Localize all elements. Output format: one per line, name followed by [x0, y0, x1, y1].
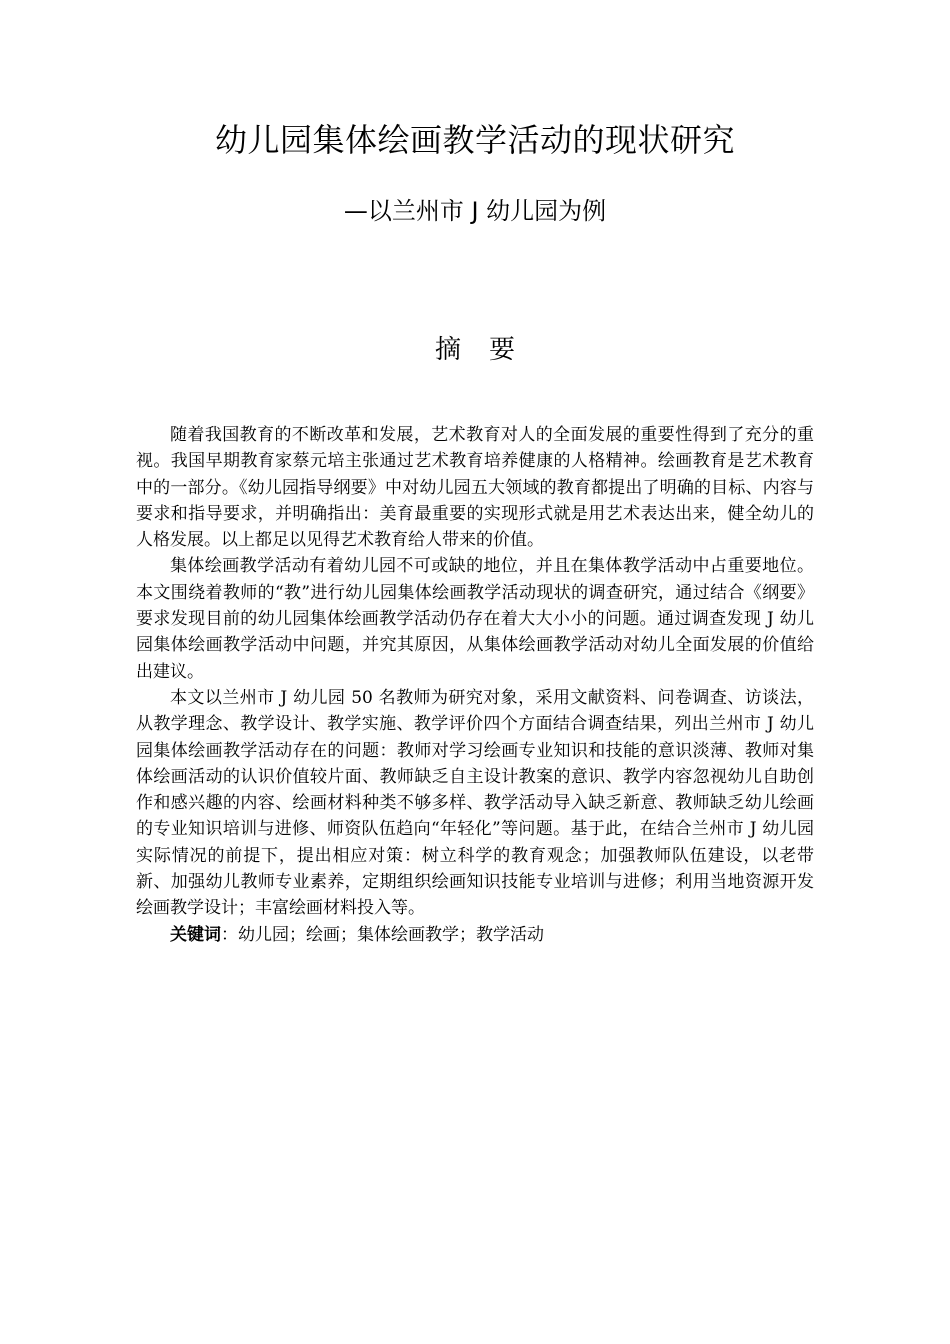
abstract-paragraph-1: 随着我国教育的不断改革和发展，艺术教育对人的全面发展的重要性得到了充分的重视。我国早期教育家蔡元培主张通过艺术教育培养健康的人格精神。绘画教育是艺术教育中的一部分。《幼儿园指导纲要》中对幼儿园五大领域的教育都提出了明确的目标、内容与要求和指导要求，并明确指出：美育最重要的实现形式就是用艺术表达出来，健全幼儿的人格发展。以上都足以见得艺术教育给人带来的价值。	[136, 425, 814, 551]
abstract-heading: 摘要	[434, 335, 543, 365]
keywords-separator: ：	[221, 924, 238, 945]
abstract-paragraph-3: 本文以兰州市 J 幼儿园 50 名教师为研究对象，采用文献资料、问卷调查、访谈法，从教学理念、教学设计、教学实施、教学评价四个方面结合调查结果，列出兰州市 J 幼儿园集体绘画教学活动存在的问题：教师对学习绘画专业知识和技能的意识淡薄、教师对集体绘画活动的认识价值较片面、教师缺乏自主设计教案的意识、教学内容忽视幼儿自助创作和感兴趣的内容、绘画材料种类不够多样、教学活动导入缺乏新意、教师缺乏幼儿绘画的专业知识培训与进修、师资队伍趋向“年轻化”等问题。基于此，在结合兰州市 J 幼儿园实际情况的前提下，提出相应对策：树立科学的教育观念；加强教师队伍建设，以老带新、加强幼儿教师专业素养，定期组织绘画知识技能专业培训与进修；利用当地资源开发绘画教学设计；丰富绘画材料投入等。	[136, 687, 814, 919]
paper-title: 幼儿园集体绘画教学活动的现状研究	[214, 121, 735, 159]
abstract-body	[136, 422, 814, 948]
keywords-label: 关键词	[170, 924, 221, 945]
keywords-line	[136, 922, 814, 948]
keywords-text: 幼儿园；绘画；集体绘画教学；教学活动	[238, 924, 544, 945]
paper-subtitle: —以兰州市 J 幼儿园为例	[343, 197, 607, 225]
abstract-paragraph-2: 集体绘画教学活动有着幼儿园不可或缺的地位，并且在集体教学活动中占重要地位。本文围绕着教师的“教”进行幼儿园集体绘画教学活动现状的调查研究，通过结合《纲要》要求发现目前的幼儿园集体绘画教学活动仍存在着大大小小的问题。通过调查发现 J 幼儿园集体绘画教学活动中问题，并究其原因，从集体绘画教学活动对幼儿全面发展的价值给出建议。	[136, 556, 814, 682]
